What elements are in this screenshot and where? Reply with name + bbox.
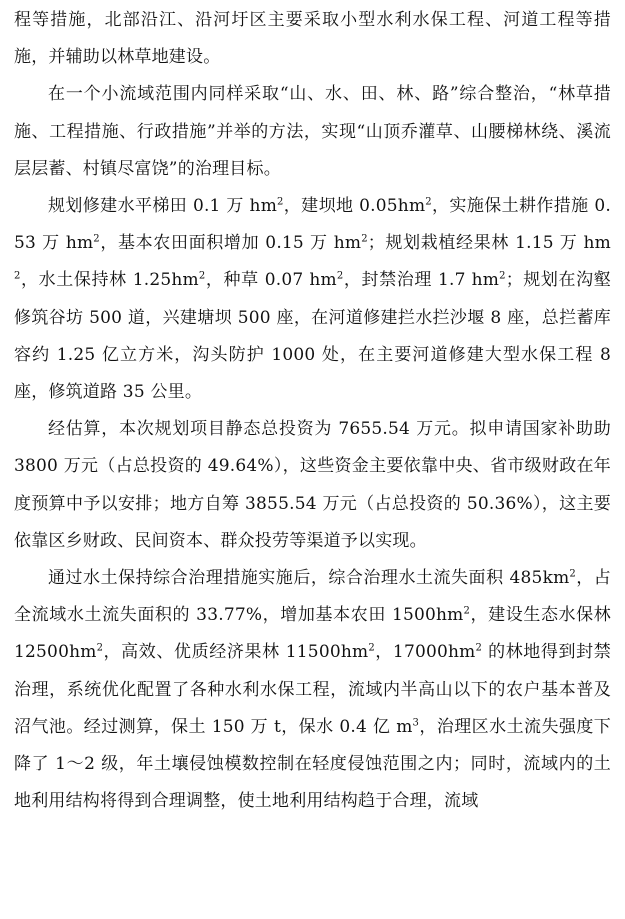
superscript: 2 xyxy=(277,196,284,208)
text-run: 在一个小流域范围内同样采取“山、水、田、林、路”综合整治，“林草措施、工程措施、行政措施”并举的方法，实现“山顶乔灌草、山腰梯林绕、溪流层层蓄、村镇尽富饶”的治理目标。 xyxy=(14,84,611,179)
text-run: 通过水土保持综合治理措施实施后，综合治理水土流失面积 485km xyxy=(48,568,570,589)
text-run: 规划修建水平梯田 0.1 万 hm xyxy=(48,196,278,217)
text-run: 程等措施，北部沿江、沿河圩区主要采取小型水利水保工程、河道工程等措施，并辅助以林草地建设。 xyxy=(14,10,611,68)
superscript: 2 xyxy=(96,642,104,654)
text-run: ，建坝地 0.05hm xyxy=(283,196,426,217)
text-run: ；规划在沟壑修筑谷坊 500 道，兴建塘坝 500 座，在河道修建拦水拦沙堰 8 座，总拦蓄库容约 1.25 亿立方米，沟头防护 1000 处，在主要河道修建大型水保工程 8 座，修筑道路 35 公里。 xyxy=(14,270,611,403)
text-run: ，治理区水土流失强度下降了 1～2 级，年土壤侵蚀模数控制在轻度侵蚀范围之内；同时，流域内的土地利用结构将得到合理调整，使土地利用结构趋于合理，流域 xyxy=(14,716,612,812)
text-run: ，建设生态水保林 12500hm xyxy=(14,605,611,663)
text-run: ，占全流域水土流失面积的 33.77%，增加基本农田 1500hm xyxy=(14,568,611,626)
superscript: 3 xyxy=(412,717,420,729)
paragraph-0 xyxy=(14,2,611,76)
text-run: ，水土保持林 1.25hm xyxy=(20,270,199,291)
superscript: 2 xyxy=(198,270,206,282)
text-run: 经估算，本次规划项目静态总投资为 7655.54 万元。拟申请国家补助助 3800 万元（占总投资的 49.64%），这些资金主要依靠中央、省市级财政在年度预算中予以安排；地方自筹 3855.54 万元（占总投资的 50.36%），这主要依靠区乡财政、民间资本、群众投劳等渠道予以实现。 xyxy=(14,419,611,551)
paragraph-4 xyxy=(14,560,611,820)
superscript: 2 xyxy=(425,196,432,208)
superscript: 2 xyxy=(463,605,471,617)
superscript: 2 xyxy=(336,270,344,282)
superscript: 2 xyxy=(368,642,375,654)
superscript: 2 xyxy=(475,642,483,654)
superscript: 2 xyxy=(499,270,506,282)
text-run: ，种草 0.07 hm xyxy=(205,270,337,291)
paragraph-2 xyxy=(14,188,611,411)
paragraph-1 xyxy=(14,76,611,188)
text-run: ；规划栽植经果林 1.15 万 hm xyxy=(367,233,611,254)
superscript: 2 xyxy=(93,233,100,245)
superscript: 2 xyxy=(361,233,368,245)
text-run: 的林地得到封禁治理，系统优化配置了各种水利水保工程，流域内半高山以下的农户基本普及沼气池。经过测算，保土 150 万 t，保水 0.4 亿 m xyxy=(14,642,611,737)
superscript: 2 xyxy=(569,568,576,580)
paragraph-3 xyxy=(14,411,611,560)
text-run: ，17000hm xyxy=(374,642,476,663)
text-run: ，封禁治理 1.7 hm xyxy=(343,270,500,291)
text-run: ，实施保土耕作措施 0.53 万 hm xyxy=(14,196,611,254)
text-run: ，高效、优质经济果林 11500hm xyxy=(103,642,369,663)
text-run: ，基本农田面积增加 0.15 万 hm xyxy=(99,233,362,254)
superscript: 2 xyxy=(14,270,21,282)
